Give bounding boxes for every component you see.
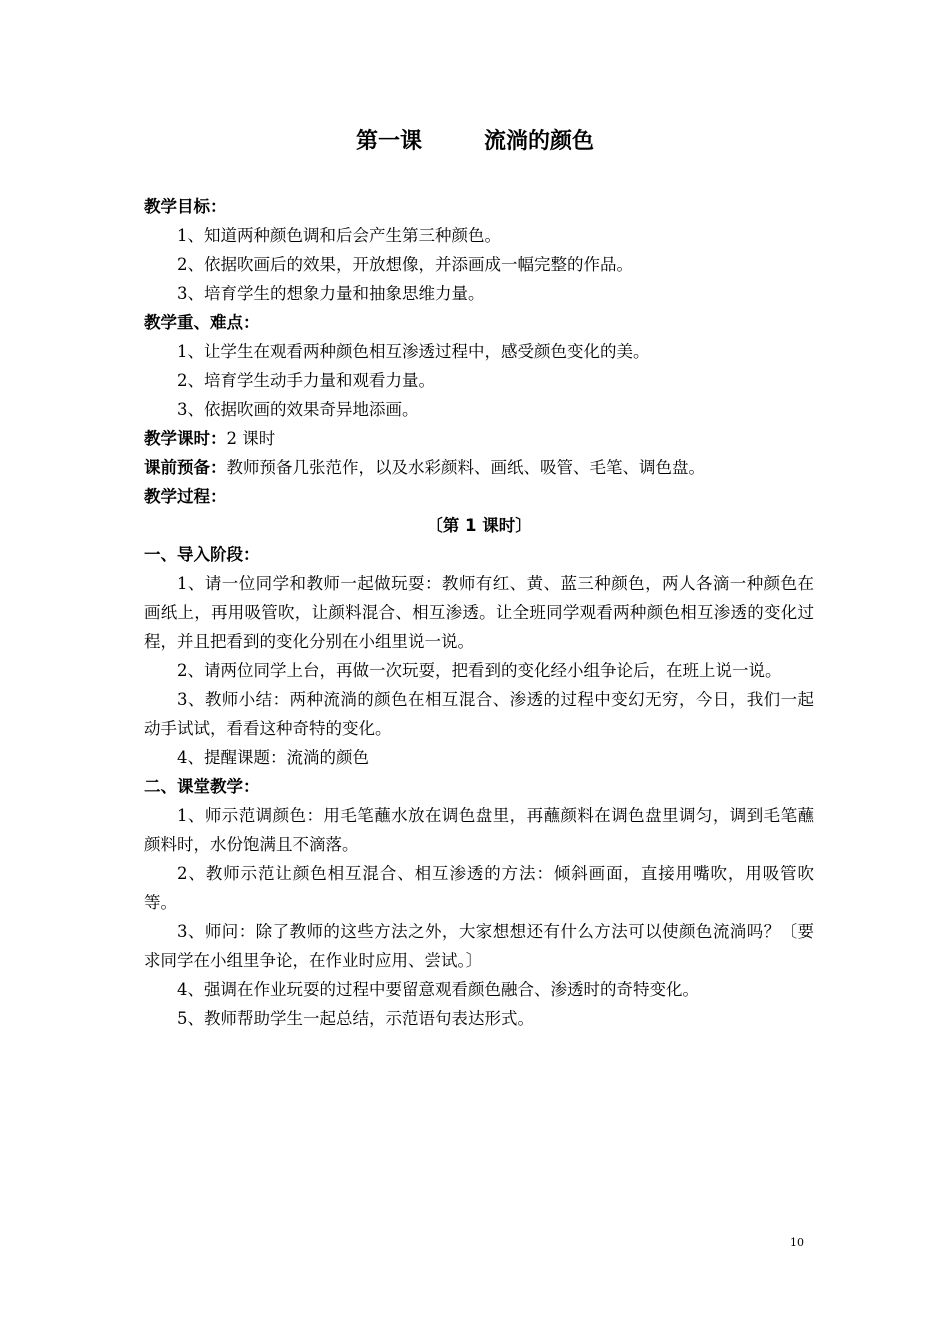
document-body bbox=[144, 192, 814, 1033]
title-lesson-number: 第一课 bbox=[355, 129, 422, 154]
keypoint-item: 1、让学生在观看两种颜色相互渗透过程中，感受颜色变化的美。 bbox=[177, 342, 650, 361]
hours-value: 2 课时 bbox=[226, 429, 276, 448]
hours-label: 教学课时： bbox=[144, 429, 227, 448]
keypoint-item: 3、依据吹画的效果奇异地添画。 bbox=[177, 400, 419, 419]
objective-item: 2、依据吹画后的效果，开放想像，并添画成一幅完整的作品。 bbox=[177, 255, 633, 274]
objectives-heading: 教学目标： bbox=[144, 197, 227, 216]
section2-item: 3、师问：除了教师的这些方法之外，大家想想还有什么方法可以使颜色流淌吗？〔要求同学在小组里争论，在作业时应用、尝试。〕 bbox=[144, 922, 814, 970]
page-number: 10 bbox=[790, 1236, 804, 1249]
keypoint-item: 2、培育学生动手力量和观看力量。 bbox=[177, 371, 435, 390]
section1-item: 3、教师小结：两种流淌的颜色在相互混合、渗透的过程中变幻无穷，今日，我们一起动手试试，看看这种奇特的变化。 bbox=[144, 690, 814, 738]
title-lesson-name: 流淌的颜色 bbox=[484, 129, 595, 154]
section1-item: 4、提醒课题：流淌的颜色 bbox=[177, 748, 369, 767]
prep-label: 课前预备： bbox=[144, 458, 227, 477]
section2-item: 1、师示范调颜色：用毛笔蘸水放在调色盘里，再蘸颜料在调色盘里调匀，调到毛笔蘸颜料时，水份饱满且不滴落。 bbox=[144, 806, 814, 854]
objective-item: 1、知道两种颜色调和后会产生第三种颜色。 bbox=[177, 226, 501, 245]
prep-line bbox=[144, 453, 814, 482]
section1-heading: 一、导入阶段： bbox=[144, 545, 260, 564]
objective-item: 3、培育学生的想象力量和抽象思维力量。 bbox=[177, 284, 485, 303]
section2-item: 5、教师帮助学生一起总结，示范语句表达形式。 bbox=[177, 1009, 534, 1028]
section2-heading: 二、课堂教学： bbox=[144, 777, 260, 796]
prep-value: 教师预备几张范作，以及水彩颜料、画纸、吸管、毛笔、调色盘。 bbox=[226, 458, 705, 477]
section2-item: 4、强调在作业玩耍的过程中要留意观看颜色融合、渗透时的奇特变化。 bbox=[177, 980, 699, 999]
section2-item: 2、教师示范让颜色相互混合、相互渗透的方法：倾斜画面，直接用嘴吹，用吸管吹等。 bbox=[144, 864, 814, 912]
section1-item: 1、请一位同学和教师一起做玩耍：教师有红、黄、蓝三种颜色，两人各滴一种颜色在画纸上，再用吸管吹，让颜料混合、相互渗透。让全班同学观看两种颜色相互渗透的变化过程，并且把看到的变化分别在小组里说一说。 bbox=[144, 574, 814, 651]
hours-line bbox=[144, 424, 814, 453]
section1-item: 2、请两位同学上台，再做一次玩耍，把看到的变化经小组争论后，在班上说一说。 bbox=[177, 661, 782, 680]
session-label: 〔第 1 课时〕 bbox=[426, 516, 532, 535]
page-title bbox=[0, 127, 950, 157]
keypoints-heading: 教学重、难点： bbox=[144, 313, 260, 332]
process-heading: 教学过程： bbox=[144, 487, 227, 506]
